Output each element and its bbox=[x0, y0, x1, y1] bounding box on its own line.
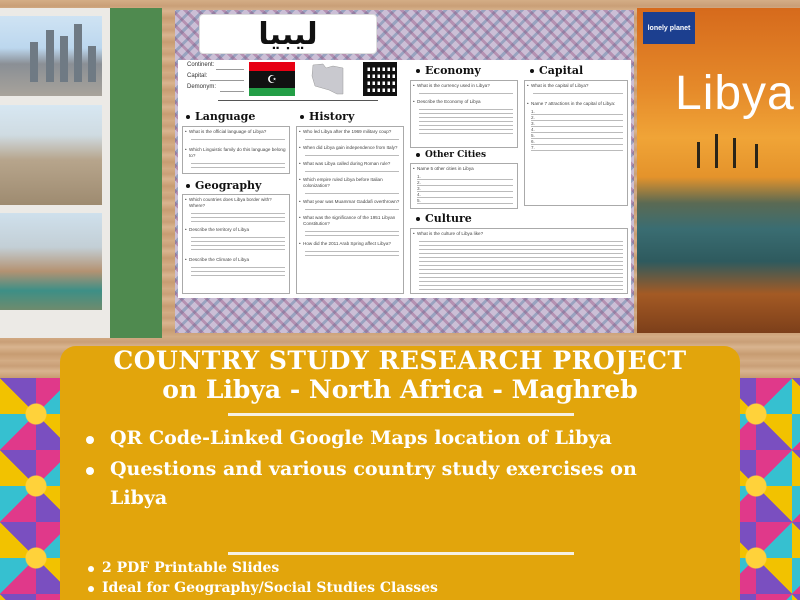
qr-code[interactable] bbox=[363, 62, 397, 96]
culture-heading: Culture bbox=[416, 212, 472, 225]
worksheet-title: ليبيا bbox=[199, 14, 377, 54]
headline-line-1: COUNTRY STUDY RESEARCH PROJECT bbox=[113, 346, 687, 375]
history-question-6: • What was the significance of the 1951 Libyan Constitution? bbox=[297, 213, 403, 227]
culture-question-1: • What is the culture of Libya like? bbox=[411, 229, 627, 237]
capital-heading: Capital bbox=[530, 64, 583, 77]
detail-list bbox=[86, 558, 438, 598]
top-divider bbox=[228, 413, 574, 416]
history-question-2: • When did Libya gain independence from Italy? bbox=[297, 143, 403, 151]
geography-heading: Geography bbox=[186, 179, 261, 192]
history-question-3: • What was Libya called during Roman rule? bbox=[297, 159, 403, 167]
economy-question-2: • Describe the Economy of Libya bbox=[411, 97, 517, 105]
history-box bbox=[296, 126, 404, 294]
libya-flag bbox=[249, 62, 295, 96]
language-heading: Language bbox=[186, 110, 255, 123]
history-question-5: • What year was Muammar Gaddafi overthrown? bbox=[297, 197, 403, 205]
geography-question-2: • Describe the territory of Libya bbox=[183, 225, 289, 233]
language-question-2: • Which Linguistic family do this language belong to? bbox=[183, 145, 289, 159]
feature-item: QR Code-Linked Google Maps location of Libya bbox=[84, 424, 644, 453]
cover-title: Libya bbox=[675, 67, 795, 120]
history-question-4: • Which empire ruled Libya before Italian colonization? bbox=[297, 175, 403, 189]
economy-box bbox=[410, 80, 518, 148]
publisher-logo: lonely planet bbox=[643, 12, 695, 44]
economy-question-1: • What is the currency used in Libya? bbox=[411, 81, 517, 89]
other-cities-box: • Name 5 other cities in Libya 1. 2. 3. 4. 5. bbox=[410, 163, 518, 209]
geography-question-1: • Which countries does Libya border with? Where? bbox=[183, 195, 289, 209]
language-box bbox=[182, 126, 290, 174]
feature-list bbox=[84, 424, 644, 515]
bottom-divider bbox=[228, 552, 574, 555]
capital-question-2: • Name 7 attractions in the capital of Libya: bbox=[525, 99, 627, 107]
language-question-1: • What is the official language of Libya? bbox=[183, 127, 289, 135]
geography-box bbox=[182, 194, 290, 294]
history-question-7: • How did the 2011 Arab Spring affect Libya? bbox=[297, 239, 403, 247]
detail-item: 2 PDF Printable Slides bbox=[86, 558, 438, 578]
history-question-1: • Who led Libya after the 1969 military coup? bbox=[297, 127, 403, 135]
demonym-field: Demonym: bbox=[187, 84, 217, 90]
ancient-ruins-photo bbox=[0, 105, 102, 205]
geography-question-3: • Describe the Climate of Libya bbox=[183, 255, 289, 263]
crescent-star-icon: ☪ bbox=[267, 72, 277, 86]
capital-question-1: • What is the capital of Libya? bbox=[525, 81, 627, 89]
other-cities-heading: Other Cities bbox=[416, 150, 486, 160]
headline-line-2: on Libya - North Africa - Maghreb bbox=[162, 375, 638, 404]
guidebook-cover bbox=[637, 8, 800, 333]
libya-map-icon bbox=[309, 62, 347, 96]
other-cities-question-1: • Name 5 other cities in Libya bbox=[411, 164, 517, 172]
capital-field: Capital: bbox=[187, 73, 208, 79]
continent-field: Continent: bbox=[187, 62, 215, 68]
city-square-photo bbox=[0, 213, 102, 310]
economy-heading: Economy bbox=[416, 64, 481, 77]
detail-item: Ideal for Geography/Social Studies Classes bbox=[86, 578, 438, 598]
photo-card bbox=[0, 8, 162, 338]
city-skyline-photo bbox=[0, 16, 102, 96]
worksheet-preview bbox=[175, 10, 634, 333]
worksheet-body bbox=[178, 60, 631, 298]
history-heading: History bbox=[300, 110, 354, 123]
capital-box: • What is the capital of Libya? • Name 7 attractions in the capital of Libya: 1. 2. 3. 4. 5. 6. 7. bbox=[524, 80, 628, 206]
culture-box bbox=[410, 228, 628, 294]
feature-item: Questions and various country study exercises on Libya bbox=[84, 455, 644, 513]
